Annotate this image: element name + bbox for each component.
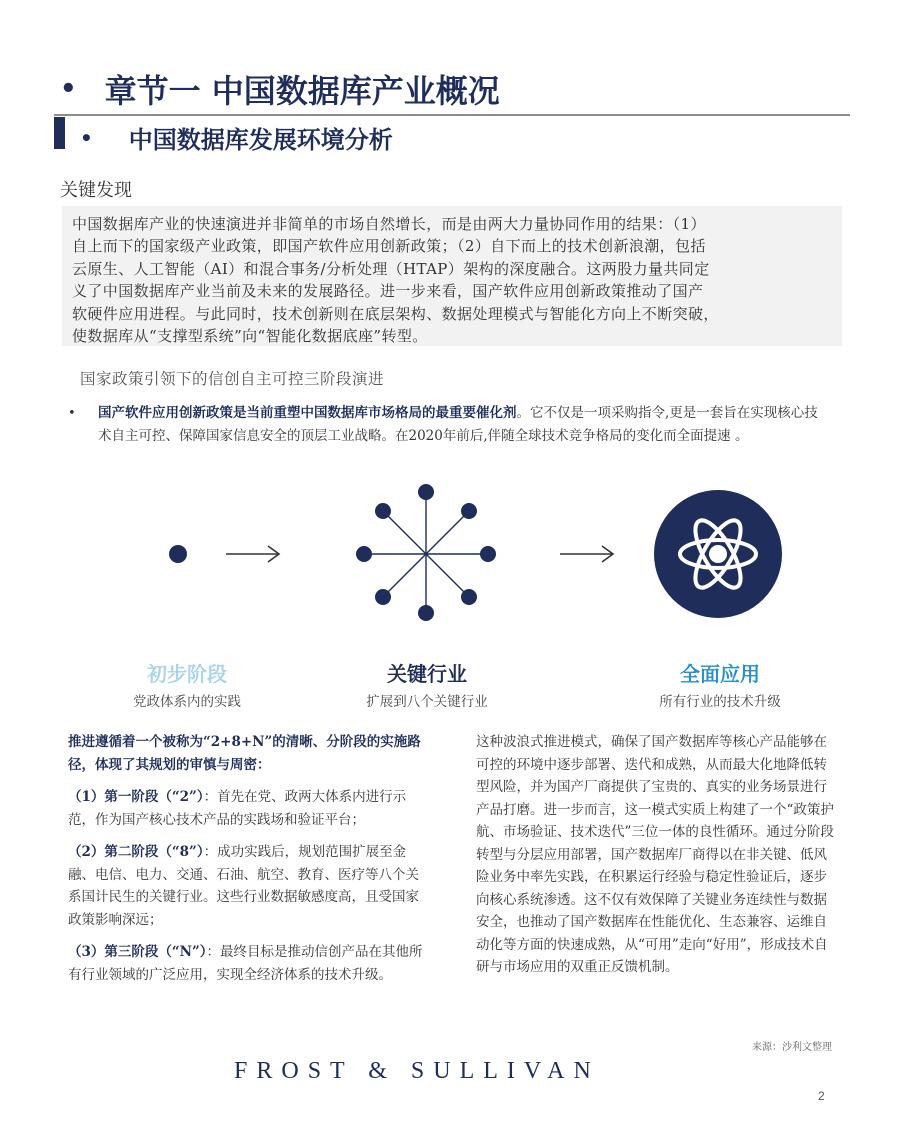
phase-label: （2）第二阶段（“8”） — [68, 844, 204, 860]
summary-line: 义了中国数据库产业当前及未来的发展路径。进一步来看，国产软件应用创新政策推动了国产 — [72, 282, 704, 301]
stage-title-full-application: 全面应用 — [680, 662, 760, 686]
right-column — [476, 731, 834, 979]
summary-line: 中国数据库产业的快速演进并非简单的市场自然增长，而是由两大力量协同作用的结果：（1） — [72, 215, 706, 233]
phase-text: ：成功实践后，规划范围扩展至金融、电信、电力、交通、石油、航空、教育、医疗等八个关系国计民生的关键行业。这些行业数据敏感度高，且受国家政策影响深远； — [68, 844, 419, 928]
stage-title-initial: 初步阶段 — [147, 662, 227, 686]
stage-diagram — [0, 470, 903, 640]
section-accent-bar — [54, 117, 65, 149]
summary-line: 使数据库从“支撑型系统”向“智能化数据底座”转型。 — [72, 327, 428, 346]
arrow-right-icon — [560, 546, 613, 562]
brand-logo: FROST & SULLIVAN — [234, 1058, 600, 1084]
stage-desc-key-industries: 扩展到八个关键行业 — [366, 694, 488, 710]
phase-item — [68, 941, 432, 986]
network-hub-icon — [356, 484, 496, 621]
stage-desc-initial: 党政体系内的实践 — [133, 694, 241, 710]
page-number: 2 — [818, 1089, 825, 1103]
key-findings-summary — [62, 206, 842, 346]
stage-title-key-industries: 关键行业 — [387, 662, 467, 686]
summary-line: 自上而下的国家级产业政策，即国产软件应用创新政策；（2）自下而上的技术创新浪潮，包括 — [72, 237, 706, 256]
section-bullet: • — [80, 125, 93, 150]
key-findings-label: 关键发现 — [60, 180, 132, 201]
chapter-title — [60, 66, 500, 112]
chapter-title-text: 章节一 中国数据库产业概况 — [104, 72, 500, 110]
chapter-bullet: • — [60, 74, 77, 104]
atom-icon — [654, 490, 782, 618]
bullet-bold-text: 国产软件应用创新政策是当前重塑中国数据库市场格局的最重要催化剂 — [98, 405, 517, 421]
bullet-text — [98, 402, 828, 448]
left-intro-bold: 推进遵循着一个被称为“2+8+N”的清晰、分阶段的实施路径，体现了其规划的审慎与周密： — [68, 734, 421, 773]
stage-desc-full-application: 所有行业的技术升级 — [659, 694, 781, 710]
phase-label: （1）第一阶段（“2”） — [68, 789, 204, 805]
phase-text: ：最终目标是推动信创产品在其他所有行业领域的广泛应用，实现全经济体系的技术升级。 — [68, 944, 423, 983]
left-column — [68, 731, 432, 986]
bullet-dot: • — [68, 406, 76, 421]
phase-label: （3）第三阶段（“N”） — [68, 944, 207, 960]
left-intro — [68, 731, 432, 776]
single-dot-icon — [169, 545, 187, 563]
right-column-text: 这种波浪式推进模式，确保了国产数据库等核心产品能够在可控的环境中逐步部署、迭代和成熟，从而最大化地降低转型风险，并为国产厂商提供了宝贵的、真实的业务场景进行产品打磨。进一步而言，这一模式实质上构建了一个“政策护航、市场验证、技术迭代”三位一体的良性循环。通过分阶段转型与分层应用部署，国产数据库厂商得以在非关键、低风险业务中率先实践，在积累运行经验与稳定性验证后，逐步向核心系统渗透。这不仅有效保障了关键业务连续性与数据安全，也推动了国产数据库在性能优化、生态兼容、运维自动化等方面的快速成熟，从“可用”走向“好用”，形成技术自研与市场应用的双重正反馈机制。 — [476, 734, 834, 975]
phase-text: ：首先在党、政两大体系内进行示范，作为国产核心技术产品的实践场和验证平台； — [68, 789, 407, 828]
phase-item — [68, 841, 432, 931]
arrow-right-icon — [226, 546, 279, 562]
subsection-label: 国家政策引领下的信创自主可控三阶段演进 — [80, 370, 385, 388]
section-title — [80, 120, 393, 155]
policy-bullet — [68, 402, 828, 448]
source-note: 来源：沙利文整理 — [752, 1042, 832, 1053]
summary-line: 云原生、人工智能（AI）和混合事务/分析处理（HTAP）架构的深度融合。这两股力量共同定 — [72, 259, 710, 278]
summary-line: 软硬件应用进程。与此同时，技术创新则在底层架构、数据处理模式与智能化方向上不断突破， — [72, 304, 719, 323]
section-title-text: 中国数据库发展环境分析 — [128, 125, 393, 154]
header-rule — [54, 114, 850, 116]
phase-item — [68, 786, 432, 831]
bullet-rest-text: 。它不仅是一项采购指令,更是一套旨在实现核心技术自主可控、保障国家信息安全的顶层工业战略。在2020年前后,伴随全球技术竞争格局的变化而全面提速 。 — [98, 405, 818, 444]
